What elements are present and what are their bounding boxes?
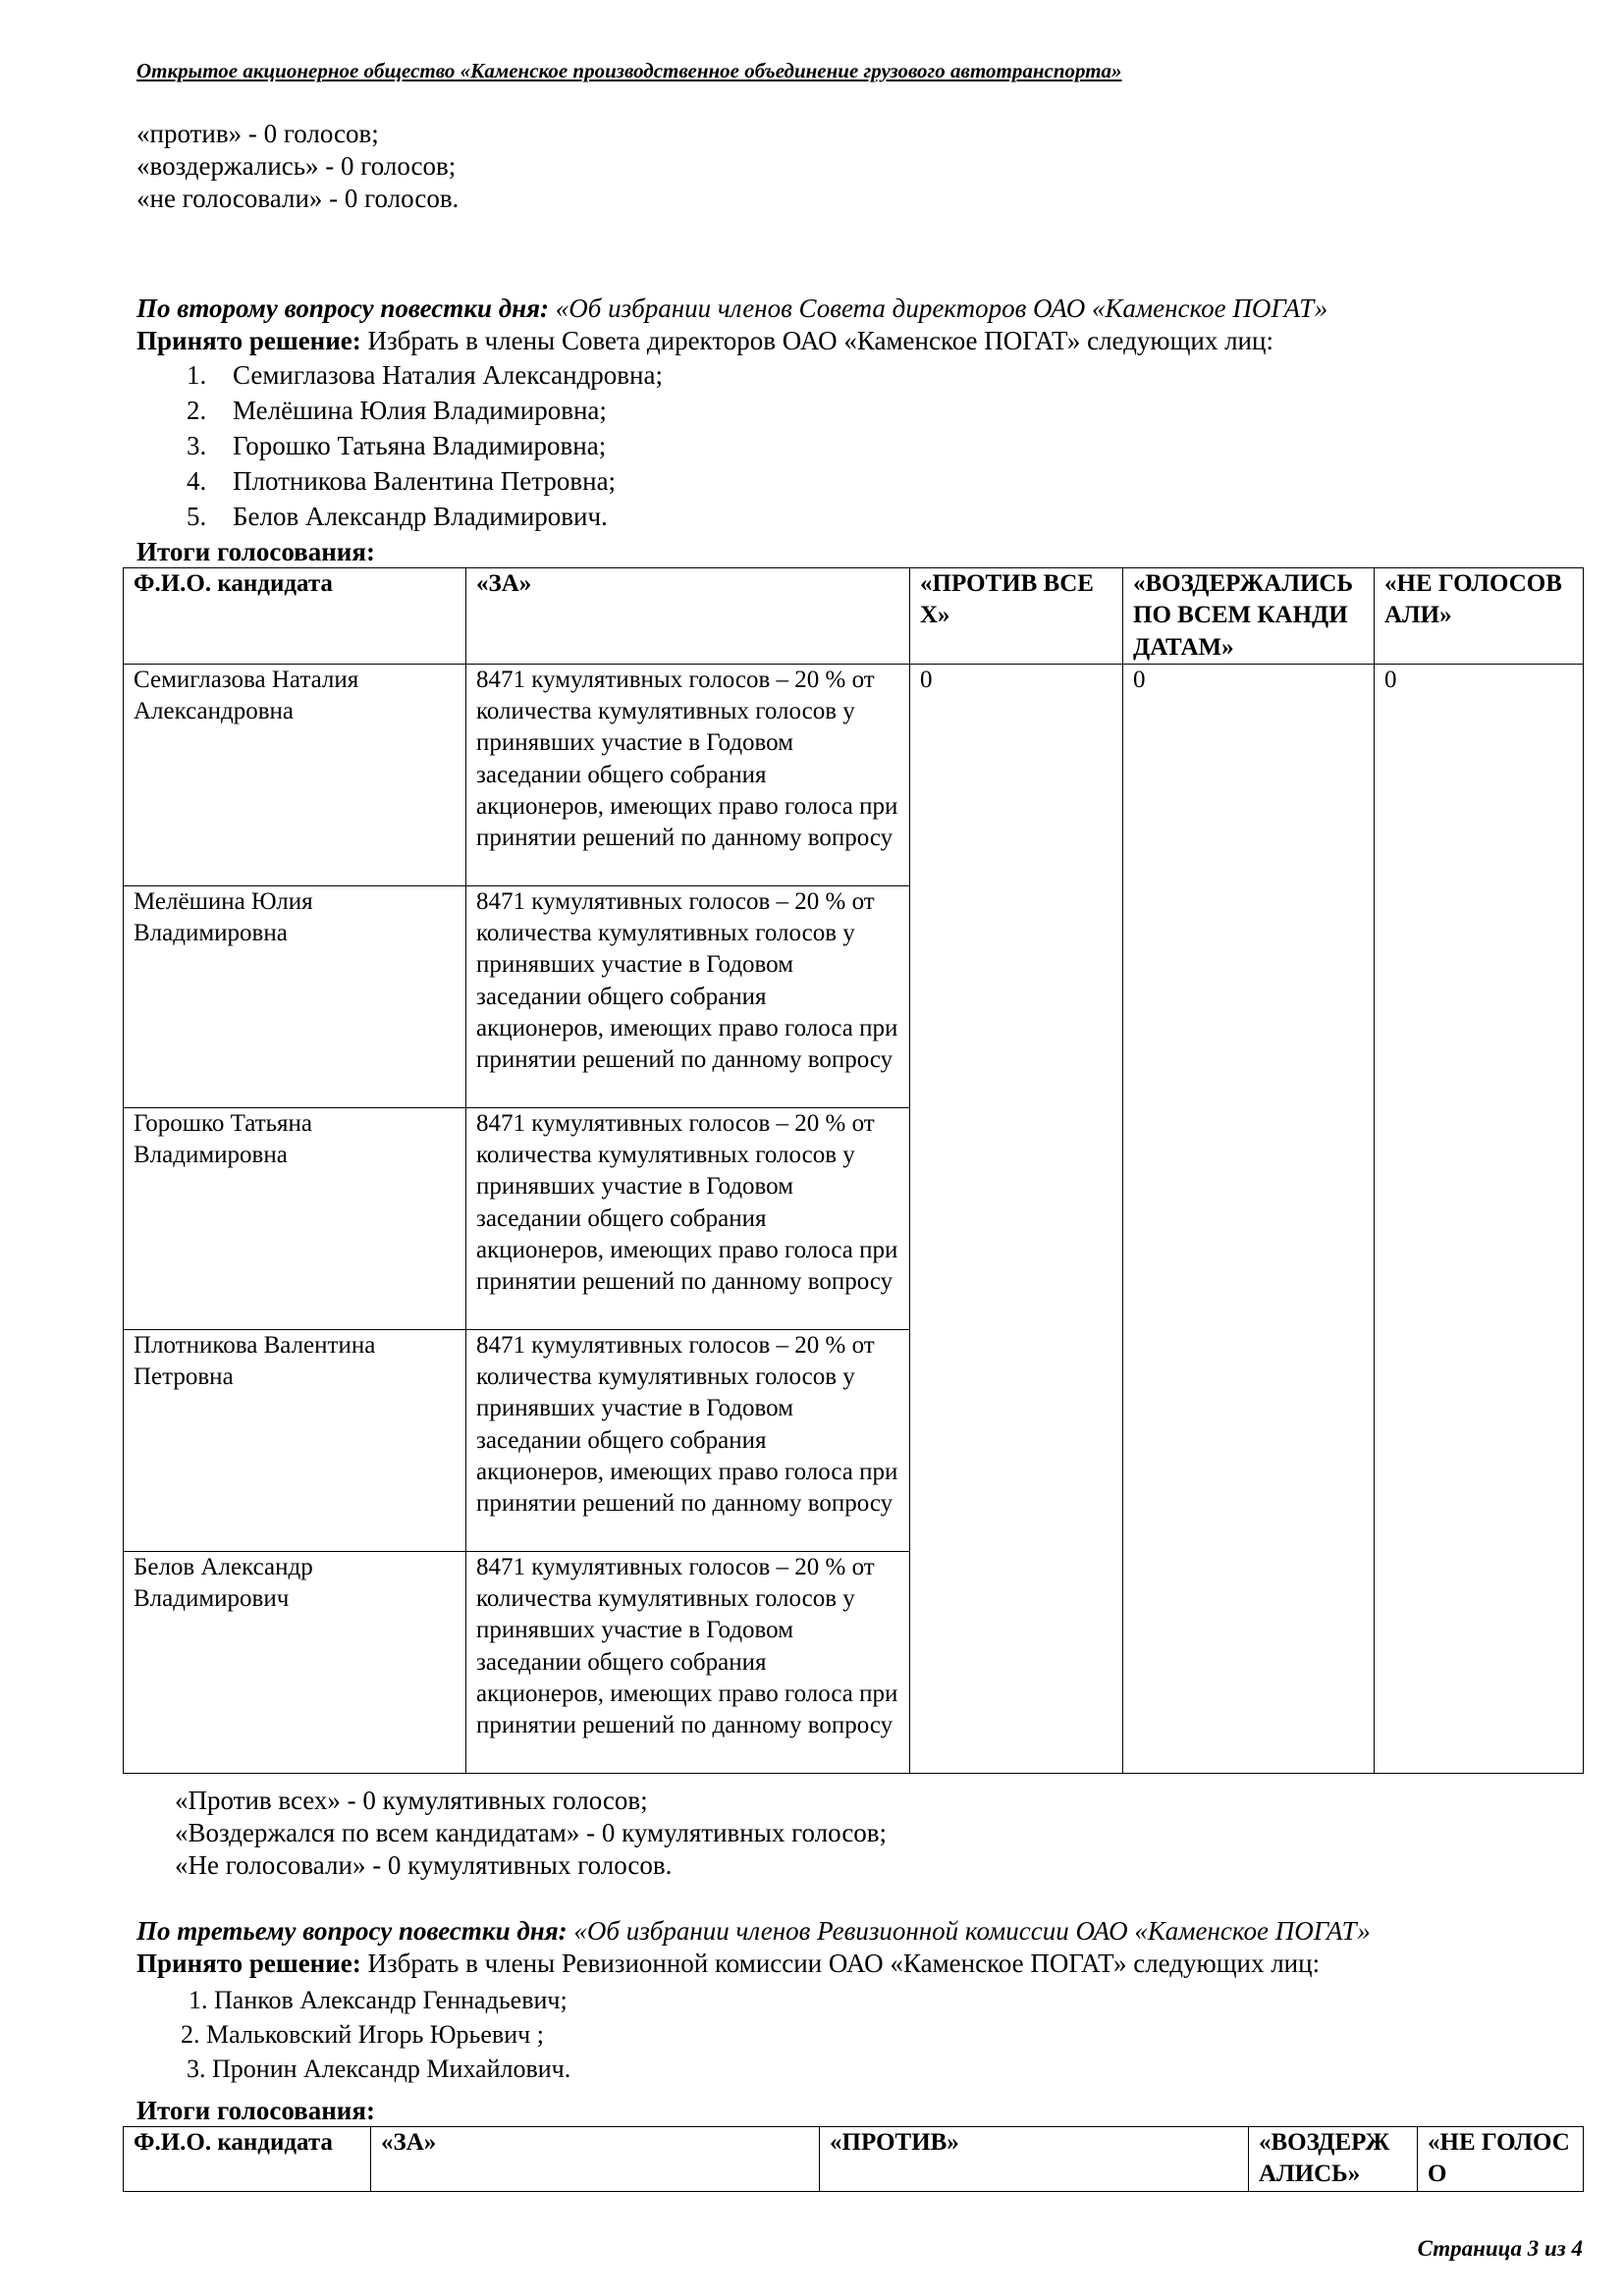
list-item: 1. Семиглазова Наталия Александровна; xyxy=(187,360,663,390)
candidate-name: Мелёшина Юлия Владимировна xyxy=(124,885,466,1107)
list-item: 1. Панков Александр Геннадьевич; xyxy=(189,1986,568,2014)
col-header-against: «ПРОТИВ» xyxy=(820,2127,1249,2192)
col-header-name: Ф.И.О. кандидата xyxy=(124,2127,371,2192)
for-votes: 8471 кумулятивных голосов – 20 % от количества кумулятивных голосов у принявших участие в Годовом заседании общего собрания акционеров, имеющих право голоса при принятии решений по данному вопросу xyxy=(466,1551,910,1773)
col-header-name: Ф.И.О. кандидата xyxy=(124,568,466,665)
col-header-abstained: «ВОЗДЕРЖАЛИСЬ» xyxy=(1249,2127,1418,2192)
table-header-row xyxy=(124,2127,1584,2192)
q2-results-title: Итоги голосования: xyxy=(136,537,375,566)
q2-results-table xyxy=(123,567,1584,1774)
q3-decision xyxy=(136,1948,1320,1980)
list-item: 4. Плотникова Валентина Петровна; xyxy=(187,466,617,496)
list-item: 2. Мелёшина Юлия Владимировна; xyxy=(187,396,607,425)
table-row xyxy=(124,664,1584,885)
q2-summary-not-voted: «Не голосовали» - 0 кумулятивных голосов. xyxy=(175,1850,673,1880)
candidate-name: Горошко Татьяна Владимировна xyxy=(124,1107,466,1329)
col-header-against-all: «ПРОТИВ ВСЕХ» xyxy=(910,568,1123,665)
candidate-name: Семиглазова Наталия Александровна xyxy=(124,664,466,885)
not-voted-value: 0 xyxy=(1375,664,1584,1773)
q1-against: «против» - 0 голосов; xyxy=(136,119,379,148)
q2-decision-text: Избрать в члены Совета директоров ОАО «Каменское ПОГАТ» следующих лиц: xyxy=(367,326,1273,355)
abstained-value: 0 xyxy=(1123,664,1375,1773)
page-number: Страница 3 из 4 xyxy=(1417,2236,1583,2261)
q1-not-voted: «не голосовали» - 0 голосов. xyxy=(136,184,460,213)
candidate-name: Белов Александр Владимирович xyxy=(124,1551,466,1773)
for-votes: 8471 кумулятивных голосов – 20 % от количества кумулятивных голосов у принявших участие в Годовом заседании общего собрания акционеров, имеющих право голоса при принятии решений по данному вопросу xyxy=(466,664,910,885)
page-header: Открытое акционерное общество «Каменское производственное объединение грузового автотранспорта» xyxy=(136,59,1122,82)
q2-decision-label: Принято решение: xyxy=(136,326,361,355)
for-votes: 8471 кумулятивных голосов – 20 % от количества кумулятивных голосов у принявших участие в Годовом заседании общего собрания акционеров, имеющих право голоса при принятии решений по данному вопросу xyxy=(466,885,910,1107)
q3-heading xyxy=(136,1915,1371,1948)
for-votes: 8471 кумулятивных голосов – 20 % от количества кумулятивных голосов у принявших участие в Годовом заседании общего собрания акционеров, имеющих право голоса при принятии решений по данному вопросу xyxy=(466,1107,910,1329)
q2-heading xyxy=(136,293,1327,325)
q2-summary-abstained: «Воздержался по всем кандидатам» - 0 кумулятивных голосов; xyxy=(175,1818,888,1847)
list-item: 3. Горошко Татьяна Владимировна; xyxy=(187,431,607,460)
q3-results-table xyxy=(123,2126,1584,2192)
against-all-value: 0 xyxy=(910,664,1123,1773)
col-header-not-voted: «НЕ ГОЛОСО xyxy=(1418,2127,1584,2192)
q2-label: По второму вопросу повестки дня: xyxy=(136,294,550,323)
col-header-not-voted: «НЕ ГОЛОСОВАЛИ» xyxy=(1375,568,1584,665)
candidate-name: Плотникова Валентина Петровна xyxy=(124,1329,466,1551)
q2-decision xyxy=(136,325,1273,357)
q3-label: По третьему вопросу повестки дня: xyxy=(136,1916,568,1946)
q1-abstained: «воздержались» - 0 голосов; xyxy=(136,151,457,181)
q2-topic: «Об избрании членов Совета директоров ОАО «Каменское ПОГАТ» xyxy=(555,294,1328,323)
col-header-for: «ЗА» xyxy=(371,2127,820,2192)
q2-summary-against-all: «Против всех» - 0 кумулятивных голосов; xyxy=(175,1786,648,1815)
q3-candidate-list xyxy=(177,1983,570,2086)
q3-topic: «Об избрании членов Ревизионной комиссии ОАО «Каменское ПОГАТ» xyxy=(573,1916,1371,1946)
col-header-for: «ЗА» xyxy=(466,568,910,665)
list-item: 2. Мальковский Игорь Юрьевич ; xyxy=(181,2020,544,2049)
q2-summary xyxy=(175,1785,887,1882)
q3-results-title: Итоги голосования: xyxy=(136,2096,375,2125)
q2-candidate-list xyxy=(172,357,663,534)
table-header-row xyxy=(124,568,1584,665)
list-item: 5. Белов Александр Владимирович. xyxy=(187,502,608,531)
for-votes: 8471 кумулятивных голосов – 20 % от количества кумулятивных голосов у принявших участие в Годовом заседании общего собрания акционеров, имеющих право голоса при принятии решений по данному вопросу xyxy=(466,1329,910,1551)
q1-vote-results xyxy=(136,118,459,215)
col-header-abstained: «ВОЗДЕРЖАЛИСЬ ПО ВСЕМ КАНДИДАТАМ» xyxy=(1123,568,1375,665)
list-item: 3. Пронин Александр Михайлович. xyxy=(187,2055,571,2083)
q3-decision-label: Принято решение: xyxy=(136,1949,361,1978)
q3-decision-text: Избрать в члены Ревизионной комиссии ОАО «Каменское ПОГАТ» следующих лиц: xyxy=(367,1949,1321,1978)
